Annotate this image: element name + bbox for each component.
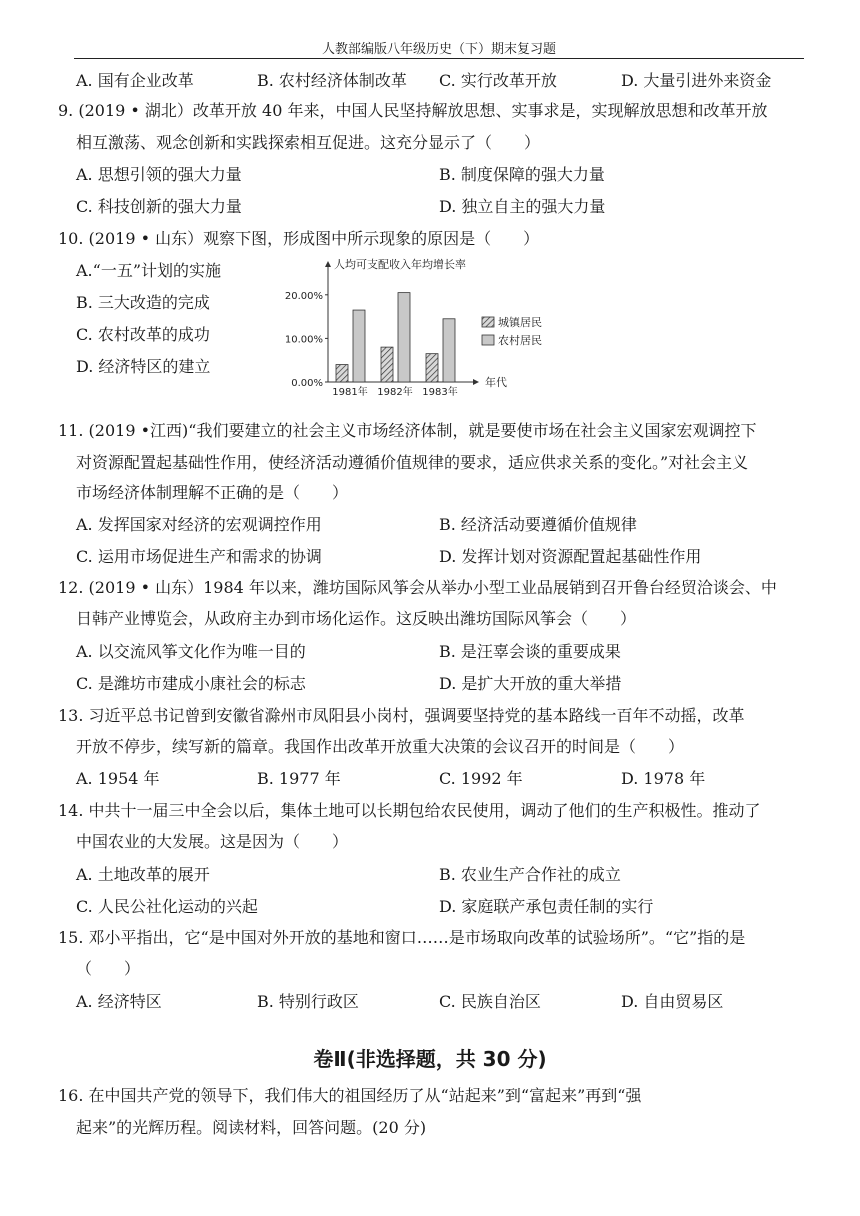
bar-urban: [426, 354, 438, 382]
q10-stem-line-1: 10. (2019 • 山东）观察下图，形成图中所示现象的原因是（ ）: [58, 229, 540, 248]
header-rule: [74, 58, 804, 59]
q14-option-a: A. 土地改革的展开: [76, 865, 210, 884]
q10-option-a: A.“一五”计划的实施: [76, 261, 222, 280]
section-2-title: 卷Ⅱ(非选择题，共 30 分): [313, 1047, 547, 1071]
legend-swatch: [482, 335, 494, 345]
q16-stem-line-2: 起来”的光辉历程。阅读材料，回答问题。(20 分): [76, 1118, 427, 1137]
q12-stem-line-2: 日韩产业博览会，从政府主办到市场化运作。这反映出潍坊国际风筝会（ ）: [76, 609, 637, 628]
x-tick-label: 1983年: [422, 387, 458, 398]
bar-urban: [381, 347, 393, 382]
q8-option-d: D. 大量引进外来资金: [621, 71, 772, 90]
bar-rural: [398, 293, 410, 382]
q14-stem-line-2: 中国农业的大发展。这是因为（ ）: [76, 832, 349, 851]
q9-stem-line-2: 相互激荡、观念创新和实践探索相互促进。这充分显示了（ ）: [76, 133, 541, 152]
q9-option-d: D. 独立自主的强大力量: [439, 197, 606, 216]
q11-stem-line-1: 11. (2019 •江西)“我们要建立的社会主义市场经济体制，就是要使市场在社会主义国家宏观调控下: [58, 421, 757, 440]
y-axis-arrow: [325, 261, 331, 267]
bar-urban: [336, 365, 348, 382]
q15-stem-line-1: 15. 邓小平指出，它“是中国对外开放的基地和窗口……是市场取向改革的试验场所”。“它”指的是: [58, 928, 746, 947]
q13-option-d: D. 1978 年: [621, 769, 706, 788]
q13-option-a: A. 1954 年: [76, 769, 160, 788]
y-tick-label: 20.00%: [284, 290, 323, 302]
q12-option-c: C. 是潍坊市建成小康社会的标志: [76, 674, 306, 693]
legend-label: 农村居民: [498, 334, 542, 347]
q14-stem-line-1: 14. 中共十一届三中全会以后，集体土地可以长期包给农民使用，调动了他们的生产积极性。推动了: [58, 801, 761, 820]
q12-option-a: A. 以交流风筝文化作为唯一目的: [76, 642, 306, 661]
q12-option-d: D. 是扩大开放的重大举措: [439, 674, 622, 693]
x-tick-label: 1982年: [377, 387, 413, 398]
q15-option-d: D. 自由贸易区: [621, 992, 724, 1011]
q14-option-c: C. 人民公社化运动的兴起: [76, 897, 258, 916]
x-axis-arrow: [473, 379, 479, 385]
q9-option-c: C. 科技创新的强大力量: [76, 197, 242, 216]
q12-option-b: B. 是汪辜会谈的重要成果: [439, 642, 621, 661]
q11-option-c: C. 运用市场促进生产和需求的协调: [76, 547, 322, 566]
q13-option-b: B. 1977 年: [257, 769, 341, 788]
q15-option-b: B. 特别行政区: [257, 992, 359, 1011]
y-tick-label: 0.00%: [291, 378, 323, 389]
q13-option-c: C. 1992 年: [439, 769, 523, 788]
q15-option-a: A. 经济特区: [76, 992, 162, 1011]
q8-option-b: B. 农村经济体制改革: [257, 71, 407, 90]
q13-stem-line-2: 开放不停步，续写新的篇章。我国作出改革开放重大决策的会议召开的时间是（ ）: [76, 737, 685, 756]
q10-option-d: D. 经济特区的建立: [76, 357, 211, 376]
q8-option-a: A. 国有企业改革: [76, 71, 194, 90]
legend-swatch: [482, 317, 494, 327]
legend-label: 城镇居民: [498, 316, 542, 329]
q10-option-b: B. 三大改造的完成: [76, 293, 210, 312]
bar-rural: [353, 310, 365, 382]
q15-option-c: C. 民族自治区: [439, 992, 541, 1011]
q11-option-b: B. 经济活动要遵循价值规律: [439, 515, 637, 534]
q11-option-d: D. 发挥计划对资源配置起基础性作用: [439, 547, 702, 566]
q11-stem-line-2: 对资源配置起基础性作用，使经济活动遵循价值规律的要求，适应供求关系的变化。”对社会主义: [76, 453, 749, 472]
bar-rural: [443, 319, 455, 382]
q9-option-b: B. 制度保障的强大力量: [439, 165, 605, 184]
q9-option-a: A. 思想引领的强大力量: [76, 165, 242, 184]
q16-stem-line-1: 16. 在中国共产党的领导下，我们伟大的祖国经历了从“站起来”到“富起来”再到“强: [58, 1086, 642, 1105]
q14-option-b: B. 农业生产合作社的成立: [439, 865, 621, 884]
chart-title: 人均可支配收入年均增长率: [334, 258, 466, 271]
q8-option-c: C. 实行改革开放: [439, 71, 557, 90]
page-header: 人教部编版八年级历史（下）期末复习题: [321, 42, 556, 57]
q15-stem-line-2: （ ）: [76, 959, 141, 978]
x-axis-label: 年代: [485, 376, 507, 389]
q10-option-c: C. 农村改革的成功: [76, 325, 210, 344]
q12-stem-line-1: 12. (2019 • 山东）1984 年以来，潍坊国际风筝会从举办小型工业品展销到召开鲁台经贸洽谈会、中: [58, 578, 777, 597]
q14-option-d: D. 家庭联产承包责任制的实行: [439, 897, 654, 916]
income-growth-bar-chart: [280, 255, 570, 405]
q11-option-a: A. 发挥国家对经济的宏观调控作用: [76, 515, 322, 534]
x-tick-label: 1981年: [332, 387, 368, 398]
q13-stem-line-1: 13. 习近平总书记曾到安徽省滁州市凤阳县小岗村，强调要坚持党的基本路线一百年不动摇，改革: [58, 706, 745, 725]
y-tick-label: 10.00%: [284, 334, 323, 346]
q11-stem-line-3: 市场经济体制理解不正确的是（ ）: [76, 483, 349, 502]
q9-stem-line-1: 9. (2019 • 湖北）改革开放 40 年来，中国人民坚持解放思想、实事求是，实现解放思想和改革开放: [58, 101, 768, 120]
